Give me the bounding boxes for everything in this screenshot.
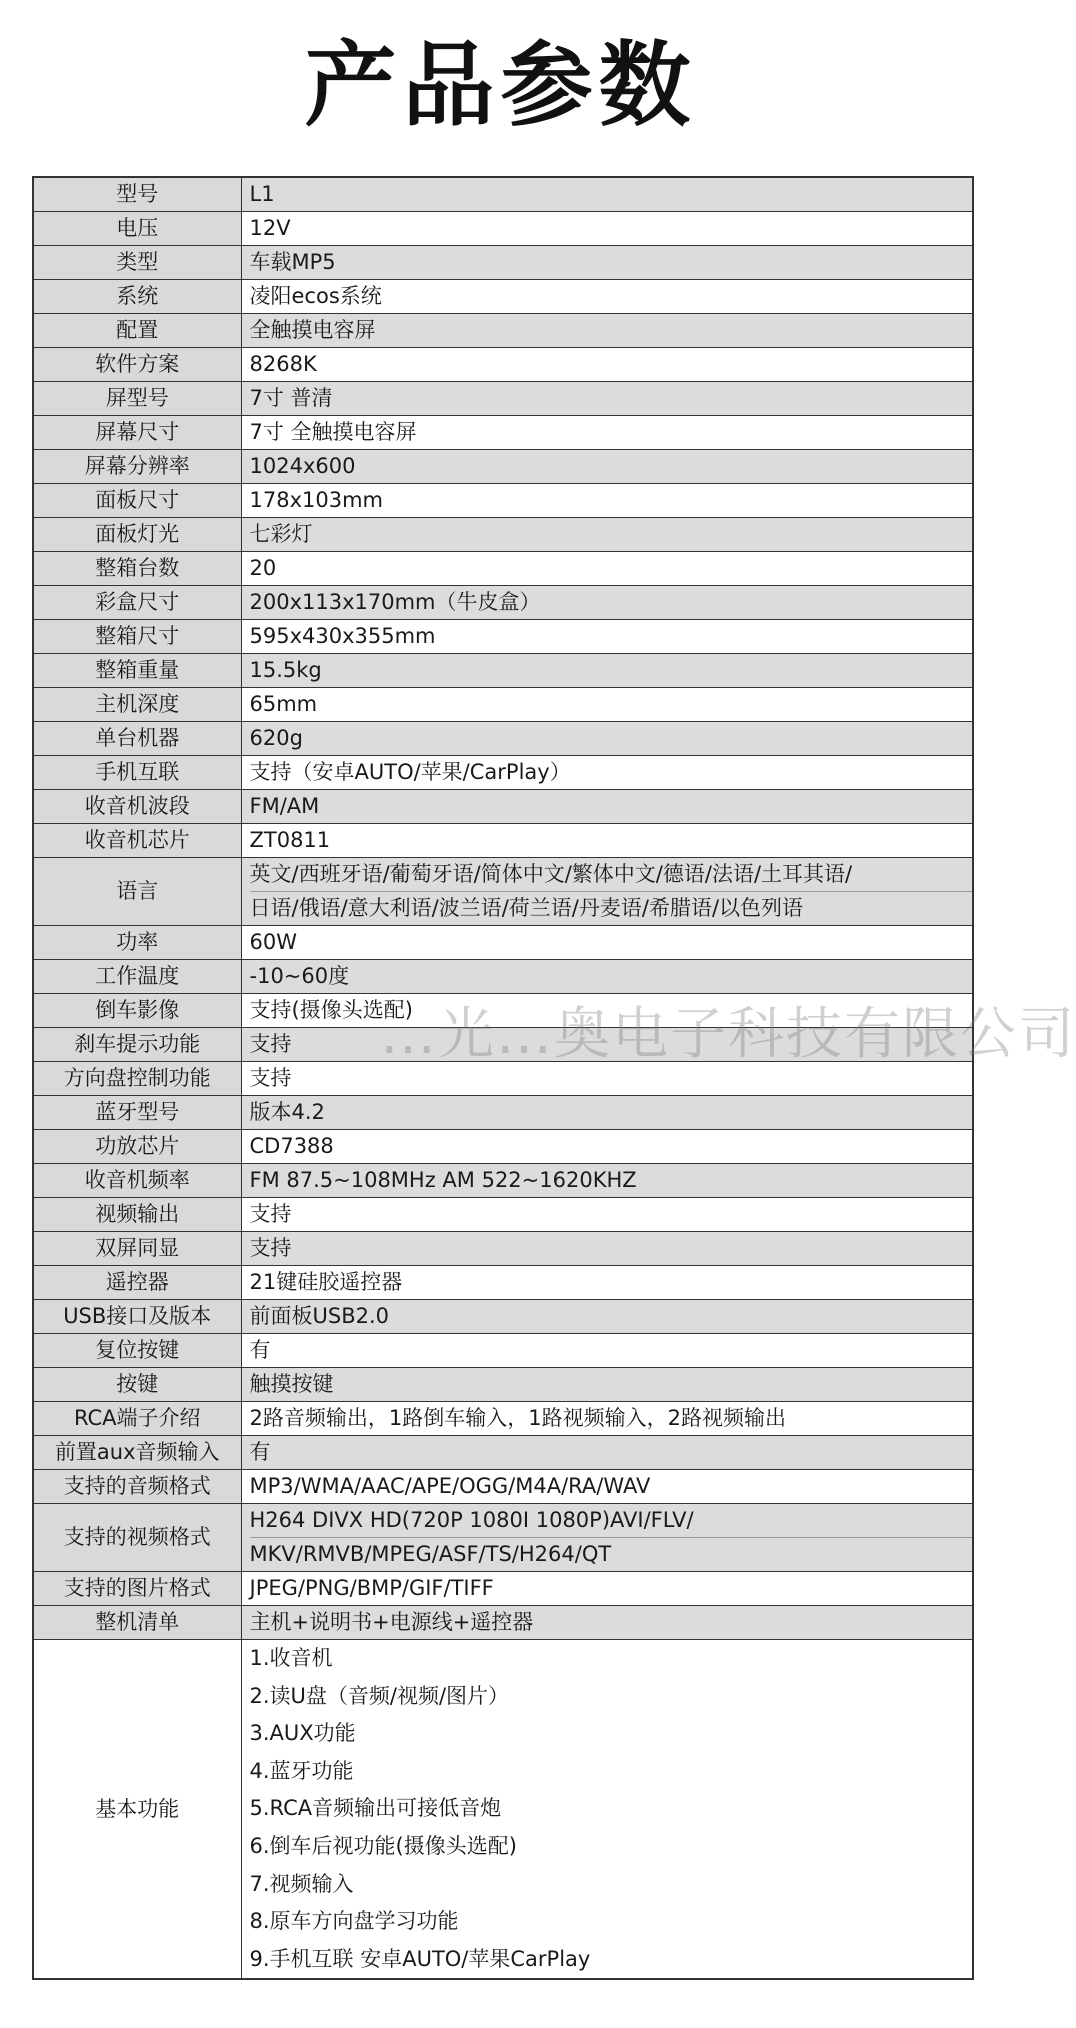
spec-row: [33, 790, 973, 824]
spec-value: [241, 1504, 973, 1572]
spec-label: 前置aux音频输入: [33, 1436, 241, 1470]
spec-table-body: [33, 177, 973, 1979]
spec-row: [33, 1300, 973, 1334]
spec-value: 20: [241, 552, 973, 586]
spec-value: 前面板USB2.0: [241, 1300, 973, 1334]
spec-value: 支持(摄像头选配): [241, 994, 973, 1028]
spec-label: 复位按键: [33, 1334, 241, 1368]
spec-value: 178x103mm: [241, 484, 973, 518]
spec-row: [33, 280, 973, 314]
spec-label: 手机互联: [33, 756, 241, 790]
feature-item: 4.蓝牙功能: [249, 1758, 354, 1783]
spec-label: 整箱尺寸: [33, 620, 241, 654]
feature-item: 3.AUX功能: [249, 1721, 356, 1746]
spec-value: 7寸 普清: [241, 382, 973, 416]
spec-row: [33, 620, 973, 654]
spec-label: 屏幕尺寸: [33, 416, 241, 450]
spec-value: 车载MP5: [241, 246, 973, 280]
spec-row: [33, 518, 973, 552]
spec-value-line: 日语/俄语/意大利语/波兰语/荷兰语/丹麦语/希腊语/以色列语: [250, 891, 973, 925]
spec-row: [33, 1334, 973, 1368]
spec-row: [33, 382, 973, 416]
spec-value: 60W: [241, 926, 973, 960]
spec-table: [32, 176, 974, 1980]
feature-item: 5.RCA音频输出可接低音炮: [249, 1796, 502, 1821]
spec-label: 类型: [33, 246, 241, 280]
spec-label: 按键: [33, 1368, 241, 1402]
spec-value: 支持: [241, 1028, 973, 1062]
spec-label: 支持的音频格式: [33, 1470, 241, 1504]
spec-value: 15.5kg: [241, 654, 973, 688]
spec-row: [33, 416, 973, 450]
spec-value: 620g: [241, 722, 973, 756]
spec-value: 七彩灯: [241, 518, 973, 552]
spec-row: [33, 1062, 973, 1096]
spec-value: [241, 858, 973, 926]
spec-label: 面板灯光: [33, 518, 241, 552]
spec-label: 面板尺寸: [33, 484, 241, 518]
spec-value: 8268K: [241, 348, 973, 382]
spec-label: 系统: [33, 280, 241, 314]
spec-label: 收音机波段: [33, 790, 241, 824]
spec-row: [33, 552, 973, 586]
features-label: 基本功能: [33, 1640, 241, 1980]
spec-label: 方向盘控制功能: [33, 1062, 241, 1096]
spec-value: 2路音频输出，1路倒车输入，1路视频输入，2路视频输出: [241, 1402, 973, 1436]
spec-label: 软件方案: [33, 348, 241, 382]
spec-value: CD7388: [241, 1130, 973, 1164]
spec-value: FM 87.5~108MHz AM 522~1620KHZ: [241, 1164, 973, 1198]
features-list: [241, 1640, 973, 1980]
spec-value: 支持: [241, 1232, 973, 1266]
spec-value: 1024x600: [241, 450, 973, 484]
spec-row: [33, 314, 973, 348]
spec-label: 工作温度: [33, 960, 241, 994]
feature-item: 8.原车方向盘学习功能: [249, 1909, 459, 1934]
spec-value: 7寸 全触摸电容屏: [241, 416, 973, 450]
spec-row: [33, 1232, 973, 1266]
spec-value: 主机+说明书+电源线+遥控器: [241, 1606, 973, 1640]
spec-label: 支持的图片格式: [33, 1572, 241, 1606]
spec-value: 200x113x170mm（牛皮盒）: [241, 586, 973, 620]
spec-label: 收音机芯片: [33, 824, 241, 858]
spec-value: 凌阳ecos系统: [241, 280, 973, 314]
spec-label: 遥控器: [33, 1266, 241, 1300]
spec-row: [33, 1164, 973, 1198]
spec-label: 整箱台数: [33, 552, 241, 586]
feature-item: 9.手机互联 安卓AUTO/苹果CarPlay: [249, 1946, 591, 1971]
spec-row: [33, 212, 973, 246]
spec-row: [33, 586, 973, 620]
spec-label: 型号: [33, 177, 241, 212]
spec-value: FM/AM: [241, 790, 973, 824]
spec-value: 有: [241, 1334, 973, 1368]
spec-value-line: MKV/RMVB/MPEG/ASF/TS/H264/QT: [250, 1537, 973, 1571]
spec-row: [33, 1266, 973, 1300]
feature-item: 7.视频输入: [249, 1871, 354, 1896]
spec-value: 65mm: [241, 688, 973, 722]
spec-label: USB接口及版本: [33, 1300, 241, 1334]
spec-value: L1: [241, 177, 973, 212]
spec-row: [33, 1402, 973, 1436]
spec-row: [33, 1198, 973, 1232]
spec-label: 彩盒尺寸: [33, 586, 241, 620]
watermark-text: …光…奥电子科技有限公司: [380, 1002, 1076, 1067]
spec-value: 有: [241, 1436, 973, 1470]
feature-item: 1.收音机: [249, 1646, 333, 1670]
spec-label: 配置: [33, 314, 241, 348]
spec-value: JPEG/PNG/BMP/GIF/TIFF: [241, 1572, 973, 1606]
spec-value-line: H264 DIVX HD(720P 1080I 1080P)AVI/FLV/: [249, 1508, 694, 1532]
spec-row: [33, 177, 973, 212]
spec-row: [33, 348, 973, 382]
spec-value: 21键硅胶遥控器: [241, 1266, 973, 1300]
spec-label: 主机深度: [33, 688, 241, 722]
spec-label: 双屏同显: [33, 1232, 241, 1266]
spec-value: 595x430x355mm: [241, 620, 973, 654]
spec-label: 刹车提示功能: [33, 1028, 241, 1062]
page-title: 产品参数: [304, 32, 697, 139]
spec-row: [33, 1572, 973, 1606]
spec-row: [33, 654, 973, 688]
spec-label: 支持的视频格式: [33, 1504, 241, 1572]
spec-row: [33, 484, 973, 518]
spec-label: 屏型号: [33, 382, 241, 416]
spec-row: [33, 858, 973, 926]
spec-label: 功放芯片: [33, 1130, 241, 1164]
features-row: [33, 1640, 973, 1980]
spec-value: -10~60度: [241, 960, 973, 994]
spec-row: [33, 1028, 973, 1062]
spec-value-line: 英文/西班牙语/葡萄牙语/简体中文/繁体中文/德语/法语/土耳其语/: [249, 862, 853, 886]
spec-label: 单台机器: [33, 722, 241, 756]
spec-value: 支持: [241, 1062, 973, 1096]
spec-value: 全触摸电容屏: [241, 314, 973, 348]
spec-label: RCA端子介绍: [33, 1402, 241, 1436]
spec-row: [33, 1470, 973, 1504]
spec-value: 版本4.2: [241, 1096, 973, 1130]
spec-label: 整机清单: [33, 1606, 241, 1640]
spec-row: [33, 1130, 973, 1164]
spec-row: [33, 994, 973, 1028]
spec-label: 功率: [33, 926, 241, 960]
spec-label: 收音机频率: [33, 1164, 241, 1198]
spec-row: [33, 1504, 973, 1572]
spec-value: 触摸按键: [241, 1368, 973, 1402]
spec-row: [33, 722, 973, 756]
spec-label: 整箱重量: [33, 654, 241, 688]
spec-row: [33, 688, 973, 722]
spec-label: 倒车影像: [33, 994, 241, 1028]
spec-row: [33, 1606, 973, 1640]
spec-value: ZT0811: [241, 824, 973, 858]
spec-row: [33, 960, 973, 994]
spec-row: [33, 1096, 973, 1130]
spec-value: 支持: [241, 1198, 973, 1232]
spec-label: 视频输出: [33, 1198, 241, 1232]
spec-label: 语言: [33, 858, 241, 926]
spec-label: 电压: [33, 212, 241, 246]
spec-row: [33, 246, 973, 280]
spec-value: 12V: [241, 212, 973, 246]
spec-value: 支持（安卓AUTO/苹果/CarPlay）: [241, 756, 973, 790]
spec-row: [33, 1436, 973, 1470]
spec-row: [33, 450, 973, 484]
spec-value: MP3/WMA/AAC/APE/OGG/M4A/RA/WAV: [241, 1470, 973, 1504]
spec-label: 蓝牙型号: [33, 1096, 241, 1130]
feature-item: 6.倒车后视功能(摄像头选配): [249, 1833, 517, 1858]
spec-row: [33, 1368, 973, 1402]
feature-item: 2.读U盘（音频/视频/图片）: [249, 1683, 510, 1708]
spec-row: [33, 824, 973, 858]
spec-label: 屏幕分辨率: [33, 450, 241, 484]
spec-row: [33, 926, 973, 960]
spec-row: [33, 756, 973, 790]
